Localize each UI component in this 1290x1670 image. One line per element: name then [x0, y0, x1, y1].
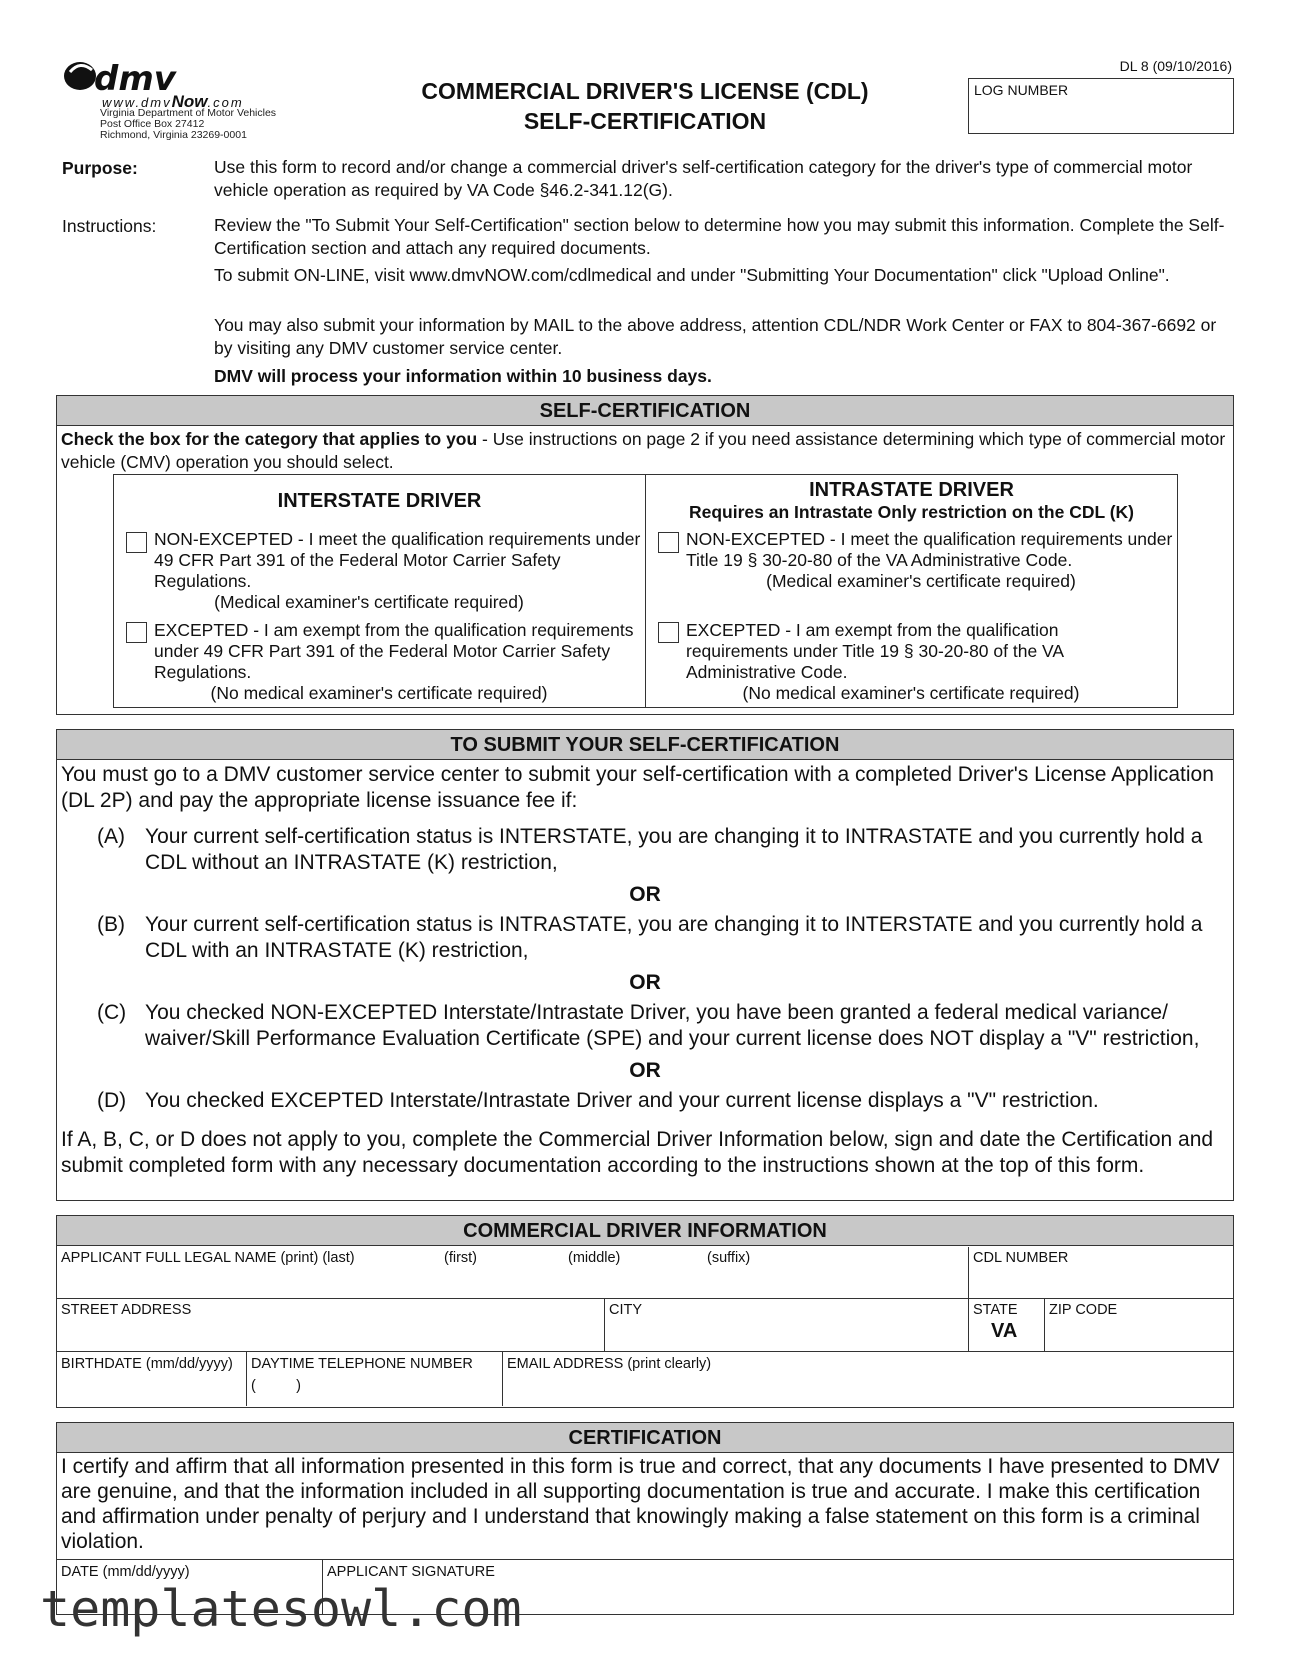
or-divider-1: OR — [629, 883, 661, 906]
item-c-label: (C) — [97, 1001, 127, 1024]
logo-url-suffix: .com — [207, 95, 244, 110]
logo-wordmark: dmv — [94, 59, 176, 99]
interstate-excepted-text: EXCEPTED - I am exempt from the qualification requirements under 49 CFR Part 391 of the Federal Motor Carrier Safety Regulations. — [154, 620, 634, 682]
submit-heading: TO SUBMIT YOUR SELF-CERTIFICATION — [57, 730, 1233, 760]
logo-url-now: Now — [171, 92, 208, 111]
driver-type-grid — [113, 474, 1178, 708]
log-number-field[interactable] — [968, 78, 1234, 134]
intrastate-title: INTRASTATE DRIVER — [809, 479, 1014, 501]
item-d-label: (D) — [97, 1089, 127, 1112]
instructions-4: DMV will process your information within 10 business days. — [214, 366, 712, 386]
first-name-label: (first) — [444, 1250, 478, 1266]
title-line2: SELF-CERTIFICATION — [523, 108, 767, 134]
state-label: STATE — [973, 1302, 1018, 1318]
interstate-column — [114, 475, 646, 707]
self-certification-section — [56, 395, 1234, 715]
email-label: EMAIL ADDRESS (print clearly) — [507, 1356, 712, 1372]
interstate-title: INTERSTATE DRIVER — [277, 490, 482, 512]
watermark: templatesowl.com — [40, 1580, 522, 1638]
agency-address — [100, 108, 276, 141]
item-b-text: Your current self-certification status is INTRASTATE, you are changing it to INTERSTATE and you currently hold a CDL with an INTRASTATE (K) restriction, — [145, 913, 1203, 962]
street-address-label: STREET ADDRESS — [61, 1302, 192, 1318]
signature-label: APPLICANT SIGNATURE — [327, 1564, 495, 1580]
intrastate-nonexcepted-note: (Medical examiner's certificate required) — [766, 571, 1076, 591]
interstate-nonexcepted-checkbox[interactable] — [126, 532, 147, 558]
city-line: Richmond, Virginia 23269-0001 — [100, 129, 247, 141]
suffix-label: (suffix) — [707, 1250, 751, 1266]
full-name-field[interactable] — [57, 1247, 969, 1299]
birthdate-label: BIRTHDATE (mm/dd/yyyy) — [61, 1356, 233, 1372]
item-a-label: (A) — [97, 825, 125, 848]
item-a-text: Your current self-certification status is INTERSTATE, you are changing it to INTRASTATE and you currently hold a CDL without an INTRASTATE (K) restriction, — [145, 825, 1203, 874]
instructions-1: Review the "To Submit Your Self-Certification" section below to determine how you may submit this information. Complete the Self-Certification section and attach any required documents. — [214, 215, 1225, 258]
instructions-label: Instructions: — [62, 216, 157, 236]
zip-code-label: ZIP CODE — [1049, 1302, 1118, 1318]
instructions-2: To submit ON-LINE, visit www.dmvNOW.com/cdlmedical and under "Submitting Your Documentation" click "Upload Online". — [214, 265, 1170, 285]
zip-code-field[interactable] — [1045, 1299, 1233, 1352]
intrastate-column — [646, 475, 1177, 707]
interstate-nonexcepted-note: (Medical examiner's certificate required) — [214, 592, 524, 612]
agency-name: Virginia Department of Motor Vehicles — [100, 107, 277, 119]
page-title — [390, 76, 900, 136]
phone-label: DAYTIME TELEPHONE NUMBER — [251, 1356, 473, 1372]
driver-info-heading: COMMERCIAL DRIVER INFORMATION — [57, 1216, 1233, 1246]
item-d-text: You checked EXCEPTED Interstate/Intrastate Driver and your current license displays a "V" restriction. — [145, 1089, 1099, 1112]
middle-name-label: (middle) — [568, 1250, 621, 1266]
certification-text: I certify and affirm that all information presented in this form is true and correct, that any documents I have presented to DMV are genuine, and that the information included in all supporting documentation is true and accurate. I make this certification and affirmation under penalty of perjury and I understand that knowingly making a false statement on this form is a criminal violation. — [61, 1455, 1220, 1553]
purpose-text: Use this form to record and/or change a commercial driver's self-certification category for the driver's type of commercial motor vehicle operation as required by VA Code §46.2-341.12(G). — [214, 157, 1193, 200]
form-id: DL 8 (09/10/2016) — [1119, 58, 1232, 74]
dmv-logo — [60, 58, 300, 148]
birthdate-field[interactable] — [57, 1352, 247, 1406]
or-divider-2: OR — [629, 971, 661, 994]
item-c-text: You checked NON-EXCEPTED Interstate/Intrastate Driver, you have been granted a federal medical variance/ waiver/Skill Performance Evaluation Certificate (SPE) and your current license does NOT display a "V" restriction, — [145, 1001, 1200, 1050]
name-label: APPLICANT FULL LEGAL NAME (print) (last) — [61, 1250, 355, 1266]
po-box: Post Office Box 27412 — [100, 118, 205, 130]
phone-area-code: ( ) — [251, 1378, 301, 1394]
intrastate-excepted-text: EXCEPTED - I am exempt from the qualification requirements under Title 19 § 30-20-80 of the VA Administrative Code. — [686, 620, 1064, 682]
item-b-label: (B) — [97, 913, 125, 936]
phone-field[interactable] — [247, 1352, 503, 1406]
intrastate-nonexcepted-checkbox[interactable] — [658, 532, 679, 558]
intrastate-excepted-note: (No medical examiner's certificate required) — [742, 683, 1080, 703]
cdl-number-field[interactable] — [969, 1247, 1233, 1299]
self-cert-check-rest: - Use instructions on page 2 if you need assistance determining which type of commercial motor vehicle (CMV) operation you should select. — [61, 429, 1226, 472]
intrastate-subtitle: Requires an Intrastate Only restriction on the CDL (K) — [688, 502, 1135, 522]
submit-section — [56, 729, 1234, 1201]
intrastate-nonexcepted-text: NON-EXCEPTED - I meet the qualification requirements under Title 19 § 30-20-80 of the VA Administrative Code. — [686, 529, 1173, 570]
cdl-number-label: CDL NUMBER — [973, 1250, 1069, 1266]
logo-url-prefix: www.dmv — [102, 95, 172, 110]
purpose-label: Purpose: — [62, 158, 138, 178]
street-address-field[interactable] — [57, 1299, 605, 1352]
email-field[interactable] — [503, 1352, 1233, 1406]
self-cert-instructions — [57, 426, 1233, 476]
title-line1: COMMERCIAL DRIVER'S LICENSE (CDL) — [421, 78, 869, 104]
log-number-label: LOG NUMBER — [974, 82, 1069, 98]
self-cert-check-bold: Check the box for the category that applies to you — [61, 429, 478, 449]
date-label: DATE (mm/dd/yyyy) — [61, 1564, 190, 1580]
or-divider-3: OR — [629, 1059, 661, 1082]
city-field[interactable] — [605, 1299, 969, 1352]
state-value: VA — [991, 1320, 1018, 1342]
interstate-nonexcepted-text: NON-EXCEPTED - I meet the qualification requirements under 49 CFR Part 391 of the Federal Motor Carrier Safety Regulations. — [154, 529, 641, 591]
submit-intro: You must go to a DMV customer service center to submit your self-certification with a completed Driver's License Application (DL 2P) and pay the appropriate license issuance fee if: — [61, 763, 1214, 812]
interstate-excepted-note: (No medical examiner's certificate required) — [210, 683, 548, 703]
intrastate-excepted-checkbox[interactable] — [658, 622, 679, 648]
self-certification-heading: SELF-CERTIFICATION — [57, 396, 1233, 426]
instructions-3: You may also submit your information by MAIL to the above address, attention CDL/NDR Work Center or FAX to 804-367-6692 or by visiting any DMV customer service center. — [214, 315, 1217, 358]
interstate-excepted-checkbox[interactable] — [126, 622, 147, 648]
city-label: CITY — [609, 1302, 643, 1318]
state-field[interactable] — [969, 1299, 1045, 1352]
driver-info-section — [56, 1215, 1234, 1408]
certification-heading: CERTIFICATION — [57, 1423, 1233, 1453]
submit-closing: If A, B, C, or D does not apply to you, complete the Commercial Driver Information below, sign and date the Certification and submit completed form with any necessary documentation according to the instructions shown at the top of this form. — [61, 1128, 1214, 1177]
